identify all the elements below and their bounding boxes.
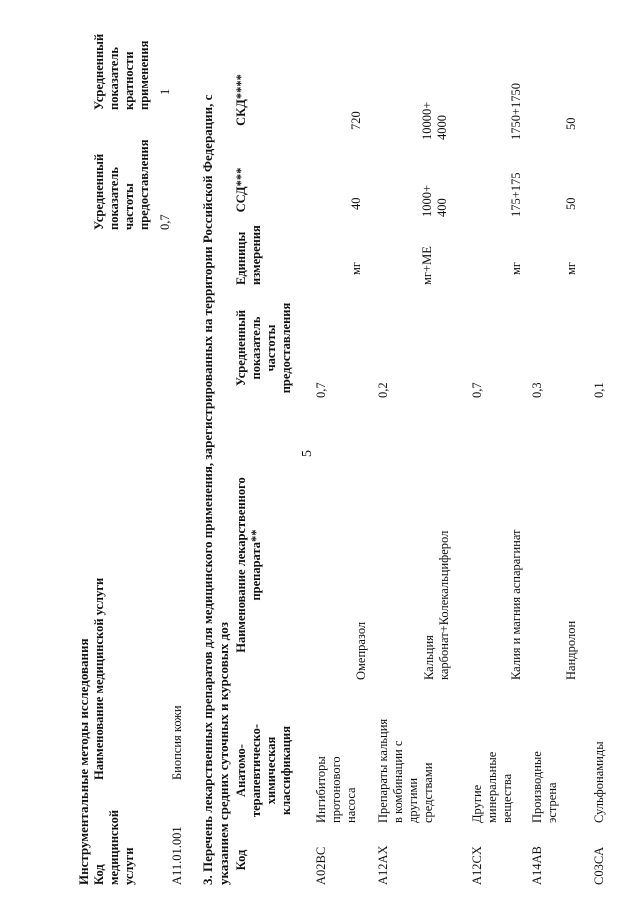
row-unit: мг [349,261,363,275]
row-drug: Кальция карбонат+Колекальциферол [422,530,451,680]
section3-header-code: Код [234,849,248,871]
row-skd: 1750+1750 [509,82,523,140]
row-drug: Калия и магния аспарагинат [509,529,523,680]
row-atc: Производные эстрена [530,751,559,823]
row-code: C03CA [592,846,606,885]
section3-table [234,25,634,885]
row-drug: Омепразол [354,621,368,680]
section3-title: 3. Перечень лекарственных препаратов для медицинского применения, зарегистрированных на территории Российской Федерации, с указанием средних суточных и курсовых доз [200,94,231,885]
row-drug: Нандролон [564,620,578,680]
section1-title: Инструментальные методы исследования [76,638,91,885]
row-skd: 50 [564,117,578,130]
row-freq: 0,2 [376,382,390,398]
section3-header-skd: СКД**** [234,74,248,126]
row-code: A12CX [470,846,484,885]
row-code: A12AX [376,845,390,885]
section1-header-freq: Усредненный показатель частоты предоставления [92,139,151,230]
row-ssd: 1000+ 400 [420,184,449,217]
row-unit: мг [564,261,578,275]
section1-header-code: Код медицинской услуги [92,809,136,885]
row-freq: 0,7 [314,382,328,398]
row-atc: Другие минеральные вещества [470,751,514,823]
page-number: 5 [300,450,315,457]
row-unit: мг [509,261,523,275]
row-atc: Ингибиторы протонового насоса [314,756,358,823]
section1-row-name: Биопсия кожи [170,705,184,780]
section3-header-freq: Усредненный показатель частоты предоставления [234,302,293,394]
section1-table [92,25,187,885]
section1-header-name: Наименование медицинской услуги [92,577,106,780]
row-freq: 0,1 [592,382,606,398]
row-skd: 720 [349,111,363,130]
row-code: A02BC [314,846,328,885]
section3-header-ssd: ССД*** [234,167,248,213]
row-ssd: 50 [564,197,578,210]
section3-header-unit: Единицы измерения [234,225,263,285]
row-code: A14AB [530,846,544,885]
section1-header-mult: Усредненный показатель кратности применения [92,33,151,110]
row-atc: Сульфонамиды [592,741,606,823]
section1-row-mult: 1 [158,88,172,95]
section3-header-atc: Анатомо-терапевтическо-химическая классификация [234,724,293,818]
section1-row-freq: 0,7 [158,214,172,230]
row-unit: мг+МЕ [420,246,434,285]
section3-header-drug: Наименование лекарственного препарата** [234,477,263,653]
row-atc: Препараты кальция в комбинации с другими средствами [376,718,435,823]
row-freq: 0,7 [470,382,484,398]
row-freq: 0,3 [530,382,544,398]
row-ssd: 40 [349,197,363,210]
row-skd: 10000+ 4000 [420,101,449,140]
row-ssd: 175+175 [509,172,523,217]
section1-row-code: A11.01.001 [170,826,184,885]
